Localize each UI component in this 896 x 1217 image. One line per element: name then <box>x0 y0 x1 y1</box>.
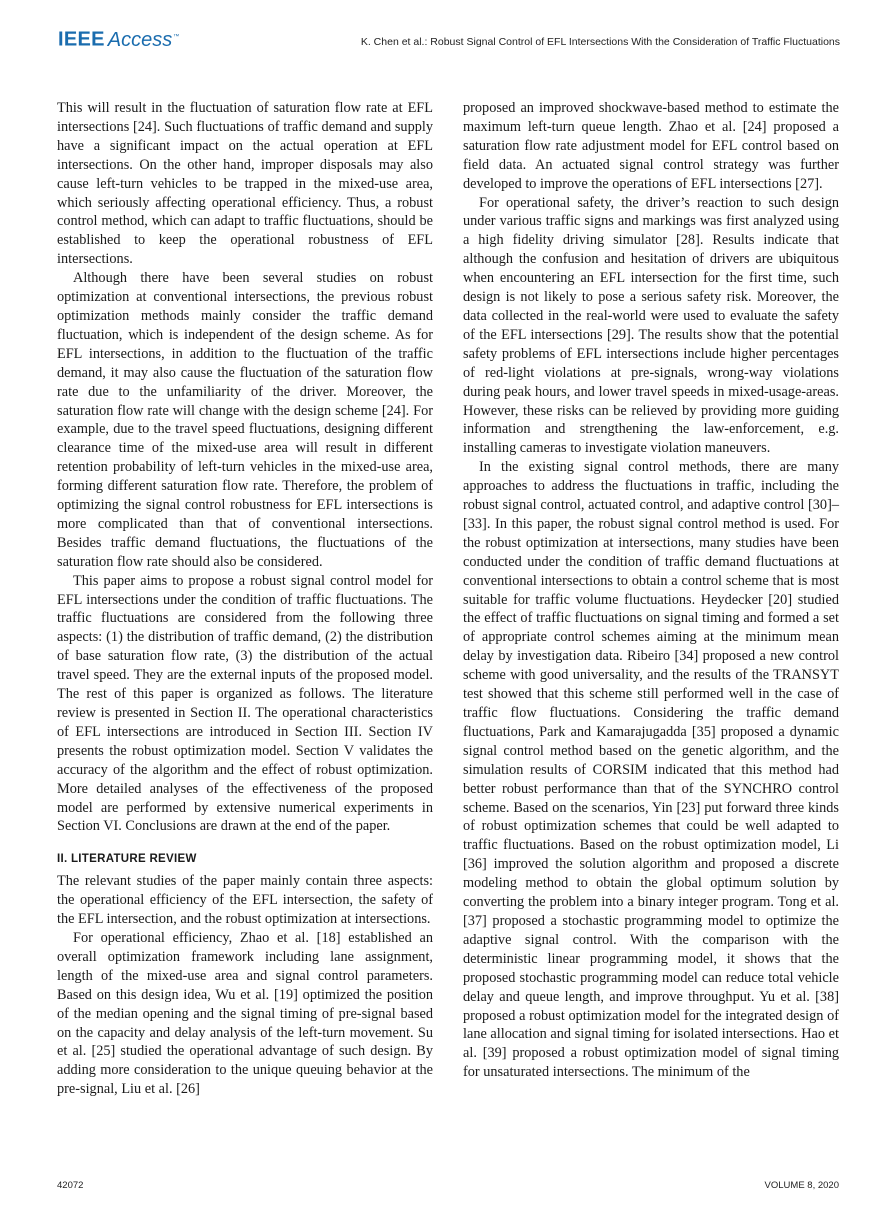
logo-access-text: Access <box>107 28 173 51</box>
journal-logo <box>58 26 179 51</box>
body-paragraph: Although there have been several studies on robust optimization at conventional intersections, the previous robust optimization methods mainly consider the traffic demand fluctuation, which is independent of the design scheme. As for EFL intersections, in addition to the fluctuation of the traffic demand, it may also cause the fluctuation of the saturation flow rate due to the unfamiliarity of the driver. Moreover, the saturation flow rate will change with the design scheme [24]. For example, due to the travel speed fluctuations, designing different clearance time of the mixed-use area will result in different retention probability of left-turn vehicles in the mixed-use area, forming different saturation flow rate. Therefore, the problem of optimizing the signal control robustness for EFL intersections is more complicated than that of conventional intersections. Besides traffic demand fluctuations, the fluctuations of the saturation flow rate should also be considered. <box>57 270 433 570</box>
running-title: K. Chen et al.: Robust Signal Control of EFL Intersections With the Consideration of Traffic Fluctuations <box>360 36 840 48</box>
right-column <box>463 99 839 1082</box>
volume-label: VOLUME 8, 2020 <box>764 1180 839 1191</box>
section-heading: II. LITERATURE REVIEW <box>57 853 197 866</box>
body-paragraph: This will result in the fluctuation of saturation flow rate at EFL intersections [24]. Such fluctuations of traffic demand and supply have a significant impact on the actual operation at EFL intersections. On the other hand, improper disposals may also cause left-turn vehicles to be trapped in the mixed-use area, which seriously affecting operational efficiency. Thus, a robust control method, which can adapt to traffic fluctuations, should be established to keep the operational robustness of EFL intersections. <box>57 100 433 268</box>
left-column <box>57 99 433 1099</box>
body-paragraph: In the existing signal control methods, there are many approaches to address the fluctuations in traffic, including the robust signal control, actuated control, and adaptive control [30]–[33]. In this paper, the robust signal control method is used. For the robust optimization at intersections, many studies have been conducted under the condition of traffic demand fluctuations at conventional intersections to obtain a control scheme that is most suitable for traffic volume fluctuations. Heydecker [20] studied the effect of traffic fluctuations on signal timing and formed a set of appropriate control schemes aiming at the minimum mean delay by investigation data. Ribeiro [34] proposed a new control scheme with good universality, and the results of the TRANSYT test showed that this scheme still performed well in the case of traffic flow fluctuations. Considering the traffic demand fluctuations, Park and Kamarajugadda [35] proposed a dynamic signal control method based on the genetic algorithm, and the simulation results of CORSIM indicated that this method had better robust performance than that of the SYNCHRO control scheme. Based on the scenarios, Yin [23] put forward three kinds of robust optimization schemes that could be well adapted to traffic fluctuations. Based on the robust optimization model, Li [36] improved the solution algorithm and proposed a discrete modeling method to obtain the global optimum solution by converting the problem into a binary integer program. Tong et al. [37] proposed a stochastic programming model to optimize the adaptive signal control. With the comparison with the deterministic linear programming model, it shows that the proposed stochastic programming model can reduce total vehicle delay and queue length, and improve throughput. Yu et al. [38] proposed a robust optimization model for the integrated design of lane allocation and signal timing for isolated intersections. Hao et al. [39] proposed a robust optimization model of signal timing for unsaturated intersections. The minimum of the <box>463 459 839 1081</box>
body-paragraph: The relevant studies of the paper mainly contain three aspects: the operational efficiency of the EFL intersection, the safety of the EFL intersection, and the robust optimization at intersections. <box>57 873 433 928</box>
body-paragraph: For operational efficiency, Zhao et al. [18] established an overall optimization framework including lane assignment, length of the mixed-use area and signal control parameters. Based on this design idea, Wu et al. [19] optimized the position of the median opening and the signal timing of pre-signal based on the capacity and delay analysis of the left-turn movement. Su et al. [25] studied the operational advantage of such design. By adding more consideration to the unique queuing behavior at the pre-signal, Liu et al. [26] <box>57 929 433 1098</box>
body-paragraph: This paper aims to propose a robust signal control model for EFL intersections under the condition of traffic fluctuations. The traffic fluctuations are considered from the following three aspects: (1) the distribution of traffic demand, (2) the distribution of base saturation flow rate, (3) the distribution of the actual travel speed. They are the external inputs of the proposed model. The rest of this paper is organized as follows. The literature review is presented in Section II. The operational characteristics of EFL intersections are introduced in Section III. Section IV presents the robust optimization model. Section V validates the accuracy of the algorithm and the effect of robust optimization. More detailed analyses of the effectiveness of the proposed model are performed by extensive numerical experiments in Section VI. Conclusions are drawn at the end of the paper. <box>57 572 433 835</box>
body-paragraph: For operational safety, the driver’s reaction to such design under various traffic signs and markings was first analyzed using a high fidelity driving simulator [28]. Results indicate that although the confusion and hesitation of drivers are ubiquitous when encountering an EFL intersection for the first time, such design is not likely to pose a serious safety risk. Moreover, the data collected in the real-world were used to evaluate the safety of the EFL intersections [29]. The results show that the potential safety problems of EFL intersections include higher percentages of red-light violations at pre-signals, wrong-way violations during peak hours, and lower travel speeds in mixed-usage-areas. However, these risks can be relieved by providing more guiding information and strengthening the law-enforcement, e.g. installing cameras to investigate violation maneuvers. <box>463 194 839 457</box>
page-header <box>0 0 896 60</box>
logo-ieee-text: IEEE <box>58 28 105 51</box>
trademark-icon: ™ <box>173 34 180 40</box>
body-paragraph: proposed an improved shockwave-based method to estimate the maximum left-turn queue length. Zhao et al. [24] proposed a saturation flow rate adjustment model for EFL control based on field data. An actuated signal control strategy was further developed to improve the operations of EFL intersections [27]. <box>463 100 839 192</box>
page-number: 42072 <box>57 1180 84 1191</box>
